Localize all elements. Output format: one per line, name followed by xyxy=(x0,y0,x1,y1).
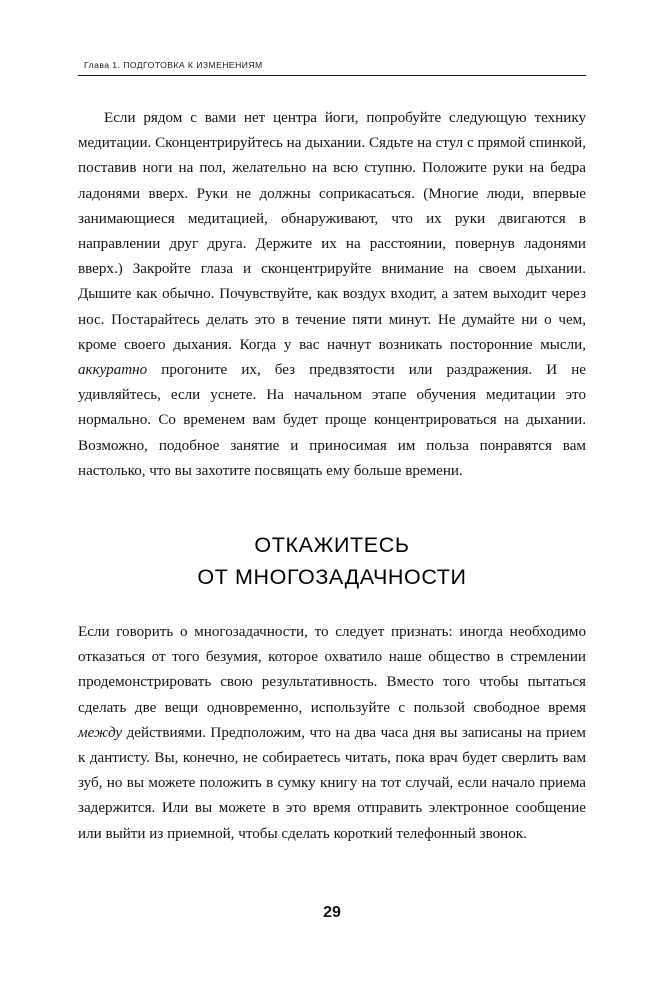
running-head xyxy=(78,60,586,70)
paragraph-meditation-part1: Если рядом с вами нет центра йоги, попробуйте следующую технику медитации. Сконцентрируйтесь на дыхании. Сядьте на стул с прямой спинкой, поставив ноги на пол, желательно на всю ступню. Положите руки на бедра ладонями вверх. Руки не должны соприкасаться. (Многие люди, впервые занимающиеся медитацией, обнаруживают, что их руки двигаются в направлении друг друга. Держите их на расстоянии, повернув ладонями вверх.) Закройте глаза и сконцентрируйте внимание на своем дыхании. Дышите как обычно. Почувствуйте, как воздух входит, а затем выходит через нос. Постарайтесь делать это в течение пяти минут. Не думайте ни о чем, кроме своего дыхания. Когда у вас начнут возникать посторонние мысли, xyxy=(78,110,586,353)
paragraph-meditation-emphasis: аккуратно xyxy=(78,362,148,379)
body-text xyxy=(78,106,586,847)
page-number: 29 xyxy=(323,904,341,921)
paragraph-multitasking-part1: Если говорить о многозадачности, то следует признать: иногда необходимо отказаться от того безумия, которое охватило наше общество в стремлении продемонстрировать свою результативность. Вместо того чтобы пытаться сделать две вещи одновременно, используйте с пользой свободное время xyxy=(78,624,586,716)
section-heading-line-2: ОТ МНОГОЗАДАЧНОСТИ xyxy=(197,565,467,590)
header-rule xyxy=(78,75,586,76)
paragraph-meditation xyxy=(78,106,586,484)
paragraph-multitasking xyxy=(78,620,586,847)
section-heading xyxy=(78,530,586,592)
paragraph-multitasking-part2: действиями. Предположим, что на два часа дня вы записаны на прием к дантисту. Вы, конечно, не собираетесь читать, пока врач будет сверлить вам зуб, но вы можете положить в сумку книгу на тот случай, если начало приема задержится. Или вы можете в это время отправить электронное сообщение или выйти из приемной, чтобы сделать короткий телефонный звонок. xyxy=(78,724,586,842)
paragraph-multitasking-emphasis: между xyxy=(78,724,123,741)
running-head-chapter: Глава 1. xyxy=(84,60,121,70)
paragraph-meditation-part2: прогоните их, без предвзятости или раздражения. И не удивляйтесь, если уснете. На начальном этапе обучения медитации это нормально. Со временем вам будет проще концентрироваться на дыхании. Возможно, подобное занятие и приносимая им польза понравятся вам настолько, что вы захотите посвящать ему больше времени. xyxy=(78,362,586,479)
section-heading-line-1: ОТКАЖИТЕСЬ xyxy=(254,533,410,558)
running-head-title: ПОДГОТОВКА К ИЗМЕНЕНИЯМ xyxy=(123,60,263,70)
